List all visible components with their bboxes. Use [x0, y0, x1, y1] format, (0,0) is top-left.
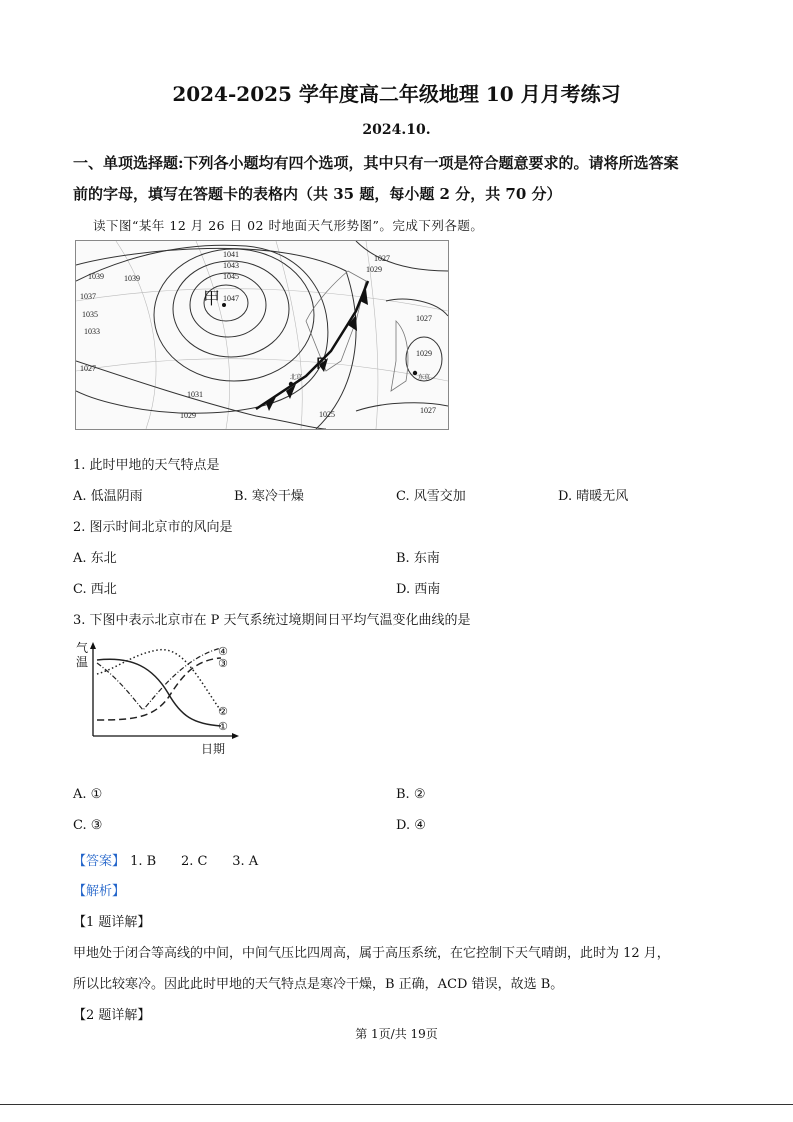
tokyo-marker	[413, 371, 417, 375]
isobar-label: 1035	[82, 310, 98, 319]
q1-option-a[interactable]: A. 低温阴雨	[73, 489, 143, 504]
q1-detail-line1: 甲地处于闭合等高线的中间，中间气压比四周高，属于高压系统，在它控制下天气晴朗，此时为 12 月，	[73, 946, 670, 961]
tokyo-label: 东京	[418, 374, 431, 381]
graph-y-label-1: 气	[76, 641, 89, 655]
beijing-marker	[289, 382, 293, 386]
q1-option-b[interactable]: B. 寒冷干燥	[234, 489, 304, 504]
beijing-label: 北京	[290, 374, 303, 381]
page-bottom-divider	[0, 1104, 793, 1105]
front-p-label: P	[316, 354, 328, 373]
q1-option-c[interactable]: C. 风雪交加	[396, 489, 466, 504]
answer-values: 1. B 2. C 3. A	[130, 854, 259, 869]
q2-option-a[interactable]: A. 东北	[73, 551, 117, 566]
isobar-label: 1045	[223, 272, 239, 281]
q1-option-d[interactable]: D. 晴暖无风	[558, 489, 629, 504]
isobar-label: 1025	[319, 410, 335, 419]
question-1-stem: 1. 此时甲地的天气特点是	[73, 458, 220, 473]
q3-option-c[interactable]: C. ③	[73, 818, 103, 833]
isobar-label: 1029	[416, 349, 432, 358]
curve-label-1: ①	[218, 720, 228, 733]
exam-date: 2024.10.	[362, 122, 431, 138]
isobar-label: 1047	[223, 294, 239, 303]
weather-map-figure	[75, 240, 449, 430]
curve-4	[97, 648, 221, 710]
q3-option-d[interactable]: D. ④	[396, 818, 426, 833]
analysis-tag: 【解析】	[73, 884, 126, 899]
point-jia-marker	[222, 303, 226, 307]
section-heading-line2: 前的字母，填写在答题卡的表格内（共 35 题，每小题 2 分，共 70 分）	[73, 185, 562, 203]
graph-x-label: 日期	[201, 742, 226, 756]
weather-map-svg	[76, 241, 448, 429]
q1-detail-heading: 【1 题详解】	[73, 915, 151, 930]
page-title: 2024-2025 学年度高二年级地理 10 月月考练习	[172, 82, 621, 106]
q3-option-b[interactable]: B. ②	[396, 787, 426, 802]
curve-label-4: ④	[218, 645, 228, 658]
temperature-graph-svg	[73, 638, 243, 760]
isobar-label: 1027	[420, 406, 436, 415]
isobar-label: 1027	[80, 364, 96, 373]
q3-option-a[interactable]: A. ①	[73, 787, 103, 802]
question-3-stem: 3. 下图中表示北京市在 P 天气系统过境期间日平均气温变化曲线的是	[73, 613, 471, 628]
isobar-label: 1039	[88, 272, 104, 281]
question-2-stem: 2. 图示时间北京市的风向是	[73, 520, 233, 535]
isobar-label: 1039	[124, 274, 140, 283]
answer-tag: 【答案】	[73, 854, 126, 869]
q1-detail-line2: 所以比较寒冷。因此此时甲地的天气特点是寒冷干燥，B 正确，ACD 错误，故选 B。	[73, 977, 564, 992]
q2-option-b[interactable]: B. 东南	[396, 551, 440, 566]
isobar-label: 1029	[366, 265, 382, 274]
page-footer: 第 1页/共 19页	[355, 1027, 438, 1041]
isobar-label: 1033	[84, 327, 100, 336]
isobar-label: 1037	[80, 292, 96, 301]
high-pressure-label: 甲	[203, 289, 220, 309]
isobar-label: 1043	[223, 261, 239, 270]
curve-1	[97, 659, 221, 726]
answer-line	[73, 850, 258, 869]
q2-option-c[interactable]: C. 西北	[73, 582, 117, 597]
isobar-label: 1041	[223, 250, 239, 259]
curve-label-3: ③	[218, 657, 228, 670]
isobar-label: 1029	[180, 411, 196, 420]
graph-y-label-2: 温	[76, 655, 89, 669]
curve-3	[97, 658, 221, 720]
isobar-label: 1027	[374, 254, 390, 263]
intro-text: 读下图“某年 12 月 26 日 02 时地面天气形势图”。完成下列各题。	[93, 218, 484, 233]
isobar-label: 1031	[187, 390, 203, 399]
isobar-label: 1027	[416, 314, 432, 323]
q2-option-d[interactable]: D. 西南	[396, 582, 441, 597]
temperature-graph-figure	[73, 638, 243, 760]
section-heading-line1: 一、单项选择题:下列各小题均有四个选项，其中只有一项是符合题意要求的。请将所选答案	[73, 154, 679, 172]
curve-label-2: ②	[218, 705, 228, 718]
q2-detail-heading: 【2 题详解】	[73, 1008, 151, 1023]
